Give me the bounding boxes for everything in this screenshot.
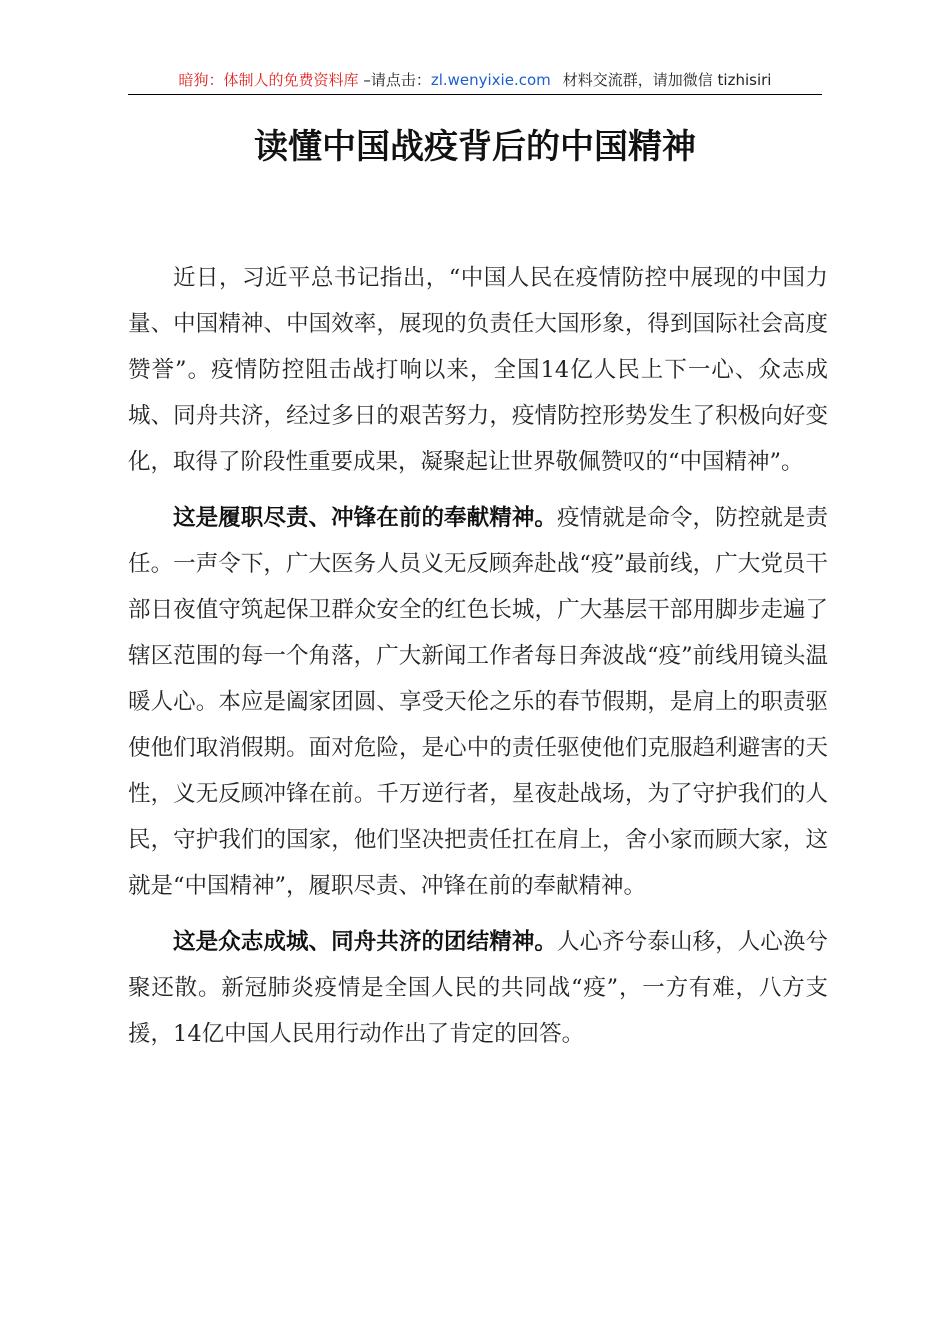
document-title: 读懂中国战疫背后的中国精神 — [254, 127, 696, 167]
paragraph-unity — [128, 919, 828, 1057]
paragraph-text: 人心齐兮泰山移，人心涣兮聚还散。新冠肺炎疫情是全国人民的共同战“疫”，一方有难，八方支援，14亿中国人民用行动作出了肯定的回答。 — [128, 929, 828, 1047]
page-header — [128, 66, 822, 95]
header-brand: 暗狗：体制人的免费资料库 — [178, 71, 359, 89]
header-click-prompt: –请点击： — [358, 71, 431, 89]
paragraph-text: 近日，习近平总书记指出，“中国人民在疫情防控中展现的中国力量、中国精神、中国效率，展现的负责任大国形象，得到国际社会高度赞誉”。疫情防控阻击战打响以来，全国14亿人民上下一心、众志成城、同舟共济，经过多日的艰苦努力，疫情防控形势发生了积极向好变化，取得了阶段性重要成果，凝聚起让世界敬佩赞叹的“中国精神”。 — [128, 265, 828, 475]
document-body — [128, 255, 828, 1067]
paragraph-text: 疫情就是命令，防控就是责任。一声令下，广大医务人员义无反顾奔赴战“疫”最前线，广大党员干部日夜值守筑起保卫群众安全的红色长城，广大基层干部用脚步走遍了辖区范围的每一个角落，广大新闻工作者每日奔波战“疫”前线用镜头温暖人心。本应是阖家团圆、享受天伦之乐的春节假期，是肩上的职责驱使他们取消假期。面对危险，是心中的责任驱使他们克服趋利避害的天性，义无反顾冲锋在前。千万逆行者，星夜赴战场，为了守护我们的人民，守护我们的国家，他们坚决把责任扛在肩上，舍小家而顾大家，这就是“中国精神”，履职尽责、冲锋在前的奉献精神。 — [128, 505, 828, 899]
header-link[interactable]: zl.wenyixie.com — [430, 71, 551, 89]
paragraph-intro — [128, 255, 828, 485]
paragraph-lead: 这是履职尽责、冲锋在前的奉献精神。 — [173, 505, 557, 531]
header-group-note: 材料交流群，请加微信 tizhisiri — [562, 71, 772, 89]
paragraph-dedication — [128, 495, 828, 909]
paragraph-lead: 这是众志成城、同舟共济的团结精神。 — [173, 929, 557, 955]
